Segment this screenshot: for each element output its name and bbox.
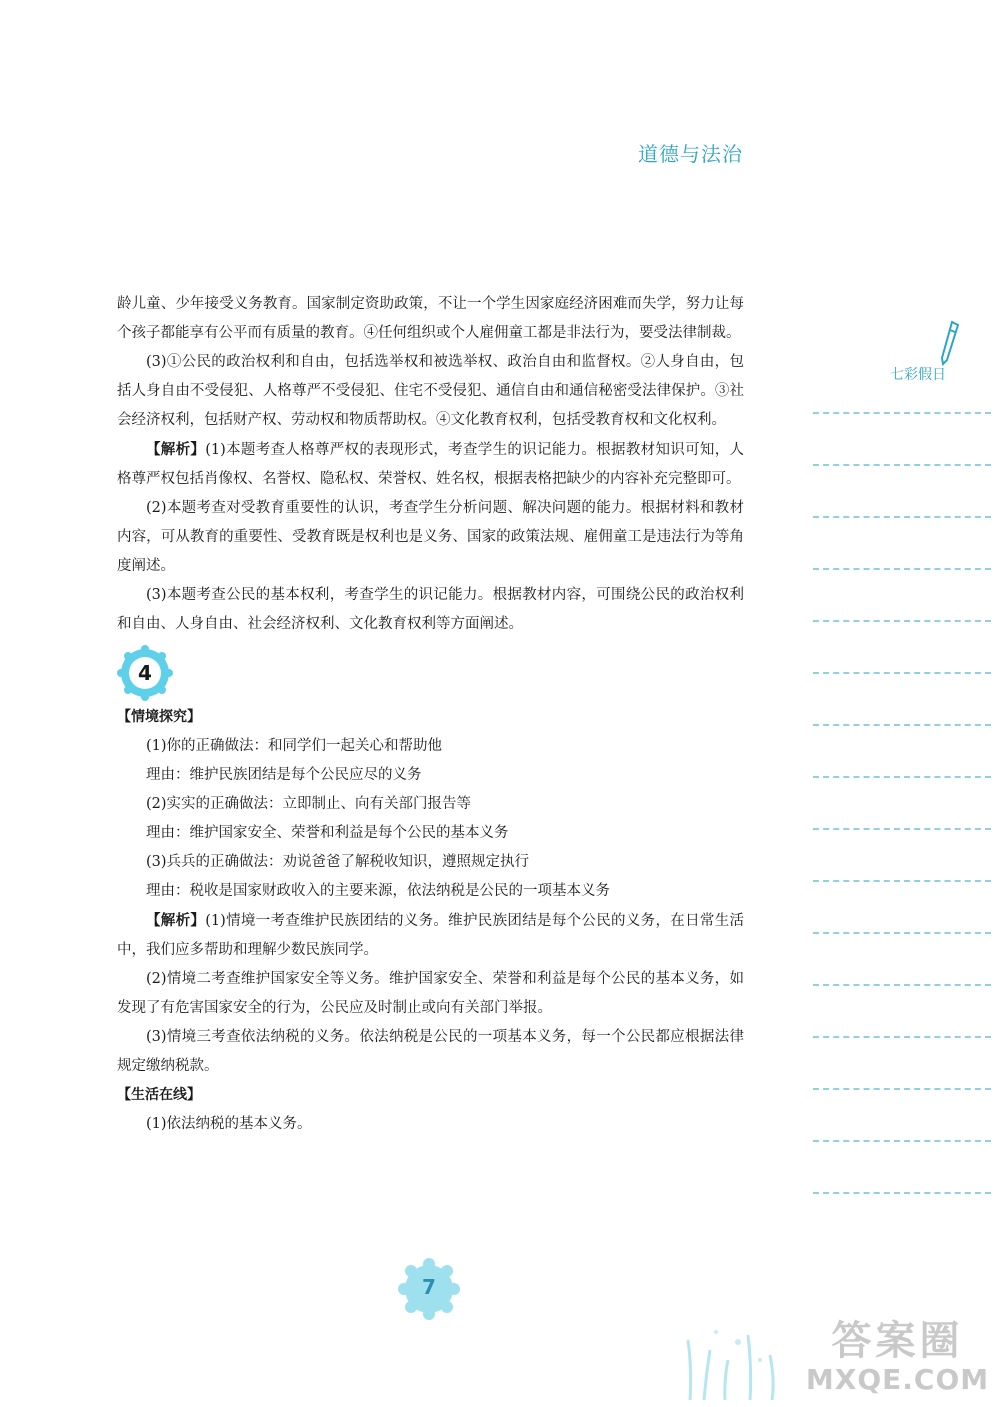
flower-badge-icon [117,645,173,701]
answer-line: (3)兵兵的正确做法：劝说爸爸了解税收知识，遵照规定执行 [146,854,530,870]
paragraph [117,906,744,965]
subject-title: 道德与法治 [638,142,743,166]
page-number-badge [398,1258,460,1320]
paragraph: (3)情境三考查依法纳税的义务。依法纳税是公民的一项基本义务，每一个公民都应根据法律规定缴纳税款。 [117,1029,744,1074]
answer-line: 理由：维护民族团结是每个公民应尽的义务 [146,767,422,783]
section-heading-life: 【生活在线】 [117,1087,201,1103]
note-line [813,1192,991,1194]
note-line [813,880,991,882]
note-line [813,516,991,518]
section-number: 4 [138,661,152,685]
note-line [813,724,991,726]
note-line [813,620,991,622]
note-line [813,1088,991,1090]
paragraph: 龄儿童、少年接受义务教育。国家制定资助政策，不让一个学生因家庭经济困难而失学，努力让每个孩子都能享有公平而有质量的教育。④任何组织或个人雇佣童工都是非法行为，要受法律制裁。 [117,296,744,341]
note-line [813,932,991,934]
answer-line: (1)依法纳税的基本义务。 [146,1116,312,1132]
answer-line: (2)实实的正确做法：立即制止、向有关部门报告等 [146,796,472,812]
section-heading-situation: 【情境探究】 [117,709,201,725]
paragraph: (2)情境二考查维护国家安全等义务。维护国家安全、荣誉和利益是每个公民的基本义务，如发现了有危害国家安全的行为，公民应及时制止或向有关部门举报。 [117,971,744,1016]
answer-line: (1)你的正确做法：和同学们一起关心和帮助他 [146,738,443,754]
note-line [813,464,991,466]
analysis-text: (1)本题考查人格尊严权的表现形式，考查学生的识记能力。根据教材知识可知，人格尊严权包括肖像权、名誉权、隐私权、荣誉权、姓名权，根据表格把缺少的内容补充完整即可。 [117,442,744,487]
note-line [813,1140,991,1142]
brand-label: 七彩假日 [890,367,946,383]
paragraph: (3)①公民的政治权利和自由，包括选举权和被选举权、政治自由和监督权。②人身自由，包括人身自由不受侵犯、人格尊严不受侵犯、住宅不受侵犯、通信自由和通信秘密受法律保护。③社会经济权利，包括财产权、劳动权和物质帮助权。④文化教育权利，包括受教育权和文化权利。 [117,354,744,428]
note-line [813,828,991,830]
answer-line: 理由：税收是国家财政收入的主要来源，依法纳税是公民的一项基本义务 [146,883,610,899]
note-line [813,568,991,570]
analysis-tag: 【解析】 [146,441,206,458]
note-line [813,984,991,986]
paragraph [117,435,744,494]
note-line [813,412,991,414]
paragraph: (2)本题考查对受教育重要性的认识，考查学生分析问题、解决问题的能力。根据材料和教材内容，可从教育的重要性、受教育既是权利也是义务、国家的政策法规、雇佣童工是违法行为等角度阐述。 [117,500,744,574]
answer-content [117,290,744,1139]
page-number: 7 [422,1275,436,1299]
section-badge [117,645,744,701]
answer-line: 理由：维护国家安全、荣誉和利益是每个公民的基本义务 [146,825,509,841]
paragraph: (3)本题考查公民的基本权利，考查学生的识记能力。根据教材内容，可围绕公民的政治权利和自由、人身自由、社会经济权利、文化教育权利等方面阐述。 [117,587,744,632]
note-line [813,672,991,674]
grass-decoration-icon [680,1320,800,1400]
watermark-line1: 答案圈 [831,1318,964,1364]
analysis-tag: 【解析】 [146,912,206,929]
pen-icon [938,320,960,368]
analysis-text: (1)情境一考查维护民族团结的义务。维护民族团结是每个公民的义务，在日常生活中，我们应多帮助和理解少数民族同学。 [117,913,744,958]
note-line [813,1036,991,1038]
watermark [800,1318,995,1396]
watermark-line2: MXQE.COM [805,1363,990,1396]
note-line [813,776,991,778]
